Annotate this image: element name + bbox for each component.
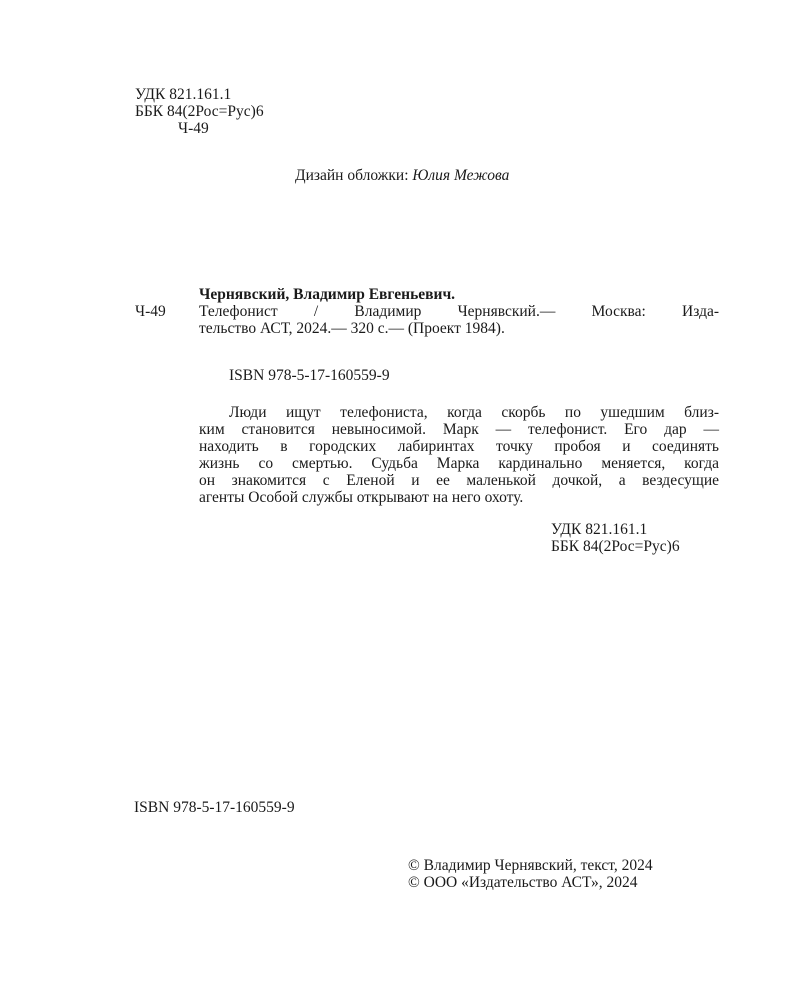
isbn-record: ISBN 978-5-17-160559-9 — [229, 367, 390, 384]
annotation-line: находить в городских лабиринтах точку пробоя и соединять — [199, 438, 719, 455]
annotation-line: он знакомится с Еленой и ее маленькой дочкой, а вездесущие — [199, 472, 719, 489]
description-line: тельство АСТ, 2024.— 320 с.— (Проект 1984). — [199, 320, 505, 337]
annotation-line: агенты Особой службы открывают на него охоту. — [199, 489, 524, 506]
description-line: Телефонист / Владимир Чернявский.— Москва: Изда- — [199, 303, 719, 320]
bbk-code: ББК 84(2Рос=Рус)6 — [135, 103, 264, 120]
cover-designer-name: Юлия Межова — [412, 167, 510, 184]
classification-block-top — [135, 86, 264, 137]
copyright-publisher: © ООО «Издательство АСТ», 2024 — [408, 874, 638, 891]
copyright-author: © Владимир Чернявский, текст, 2024 — [408, 857, 653, 874]
annotation-line: Люди ищут телефониста, когда скорбь по ушедшим близ- — [229, 404, 719, 421]
copyright-block — [408, 857, 653, 891]
udk-code: УДК 821.161.1 — [135, 86, 232, 103]
annotation — [199, 404, 719, 506]
cover-design-credit — [295, 167, 509, 184]
cutter-code: Ч-49 — [178, 120, 209, 137]
cover-design-label: Дизайн обложки: — [295, 167, 409, 184]
classification-block-bottom — [551, 521, 680, 555]
annotation-line: жизнь со смертью. Судьба Марка кардинально меняется, когда — [199, 455, 719, 472]
udk-code: УДК 821.161.1 — [551, 521, 648, 538]
isbn-bottom: ISBN 978-5-17-160559-9 — [134, 799, 295, 816]
bbk-code: ББК 84(2Рос=Рус)6 — [551, 538, 680, 555]
annotation-line: ким становится невыносимой. Марк — телефонист. Его дар — — [199, 421, 719, 438]
bibliographic-cutter: Ч-49 — [135, 303, 166, 320]
bibliographic-description — [199, 303, 719, 337]
author-heading: Чернявский, Владимир Евгеньевич. — [199, 286, 456, 303]
